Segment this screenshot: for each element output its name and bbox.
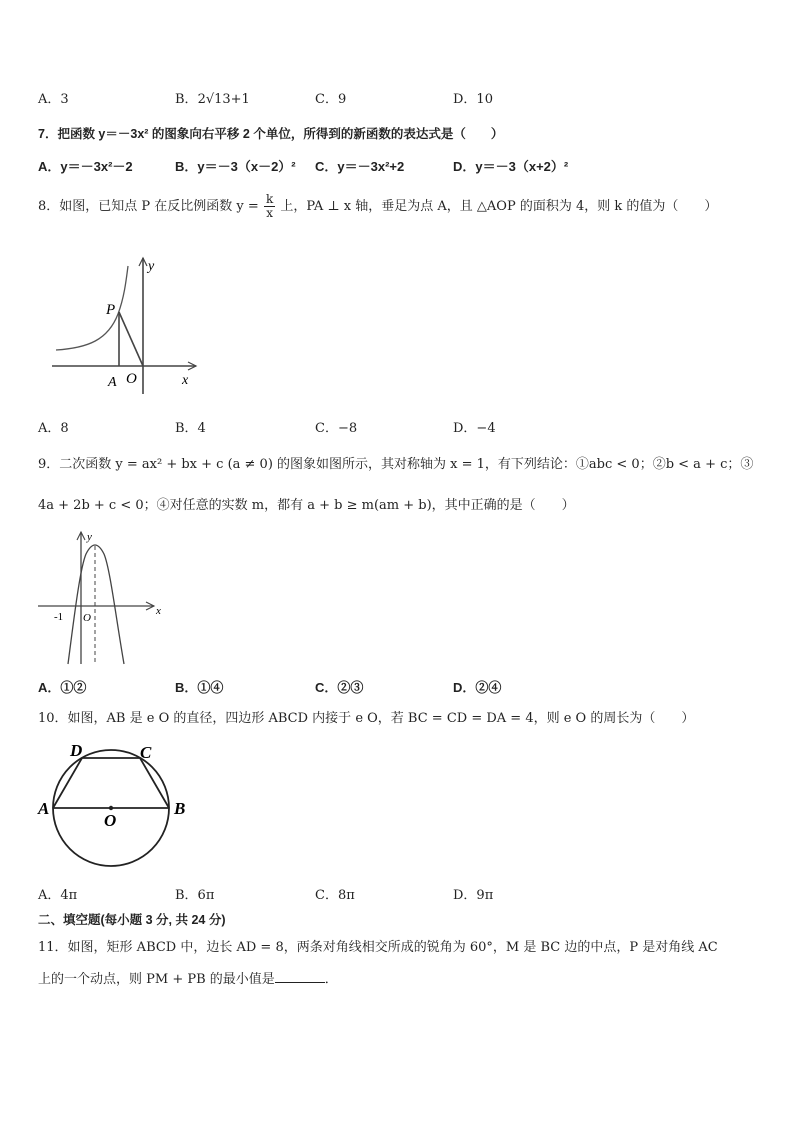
q8-fig-a: A [108, 375, 117, 390]
q10-option-a: A．4π [38, 888, 78, 903]
q10-stem: 10．如图，AB 是 e O 的直径，四边形 ABCD 内接于 e O，若 BC = CD = DA = 4，则 e O 的周长为（ ） [38, 711, 695, 726]
q8-stem-pre: 8．如图，已知点 P 在反比例函数 y = [38, 199, 259, 214]
q9-option-a: A．①② [38, 680, 87, 695]
q10-option-b: B．6π [175, 888, 215, 903]
q7-option-b: B．y＝－3（x－2）² [175, 159, 296, 174]
q7-option-a: A．y＝－3x²－2 [38, 159, 133, 174]
q10-option-d: D．9π [453, 888, 494, 903]
answer-blank [275, 982, 325, 983]
q6-option-d: D．10 [453, 92, 493, 107]
q9-fig-y: y [87, 531, 92, 543]
q10-fig-c: C [140, 743, 152, 762]
q6-option-b-label: B． [175, 92, 198, 107]
q8-fig-p: P [106, 302, 116, 318]
q7-option-d: D．y＝－3（x+2）² [453, 159, 569, 174]
q6-option-b-value: 2√13+1 [197, 92, 250, 107]
q8-stem-post: 上，PA ⊥ x 轴，垂足为点 A，且 △AOP 的面积为 4，则 k 的值为（ ） [280, 199, 718, 214]
q11-stem-line2-text: 上的一个动点，则 PM + PB 的最小值是 [38, 972, 275, 987]
q9-fig-neg1: -1 [54, 611, 64, 623]
q6-option-b [175, 88, 250, 107]
q8-option-d: D．−4 [453, 421, 496, 436]
q8-stem [38, 193, 717, 220]
q10-fig-o: O [104, 811, 117, 830]
q10-figure [36, 738, 196, 898]
q8-frac-num: k [265, 192, 274, 206]
q8-option-b: B．4 [175, 421, 206, 436]
q8-option-a: A．8 [38, 421, 69, 436]
q9-fig-x: x [156, 605, 161, 617]
q9-option-d: D．②④ [453, 680, 502, 695]
q9-stem-line1: 9．二次函数 y = ax² + bx + c (a ≠ 0) 的图象如图所示，其对称轴为 x = 1，有下列结论：①abc < 0；②b < a + c；③ [38, 457, 754, 472]
q6-option-a: A．3 [38, 92, 69, 107]
q8-option-c: C．−8 [315, 421, 358, 436]
q6-option-c: C．9 [315, 92, 347, 107]
q8-fraction [264, 193, 275, 220]
q9-figure [36, 528, 166, 666]
q9-option-b: B．①④ [175, 680, 224, 695]
q8-fig-o: O [126, 371, 137, 387]
q9-option-c: C．②③ [315, 680, 364, 695]
q11-stem-line1: 11．如图，矩形 ABCD 中，边长 AD = 8，两条对角线相交所成的锐角为 60°，M 是 BC 边的中点，P 是对角线 AC [38, 940, 718, 955]
q11-stem-line2 [38, 968, 338, 987]
q10-option-c: C．8π [315, 888, 355, 903]
q8-fig-y: y [148, 259, 155, 274]
q8-frac-den: x [266, 206, 273, 220]
q9-stem-line2: 4a + 2b + c < 0；④对任意的实数 m，都有 a + b ≥ m(am + b)，其中正确的是（ ） [38, 498, 575, 513]
section-heading: 二、填空题(每小题 3 分, 共 24 分) [38, 913, 226, 927]
q7-option-c: C．y＝－3x²+2 [315, 159, 405, 174]
q9-fig-o: O [83, 612, 91, 624]
q10-fig-d: D [70, 741, 83, 760]
q8-fig-x: x [182, 373, 189, 388]
q10-fig-a: A [38, 799, 50, 818]
q10-fig-b: B [174, 799, 186, 818]
q11-stem-line2-end: ． [324, 972, 338, 987]
q7-stem: 7．把函数 y＝－3x² 的图象向右平移 2 个单位，所得到的新函数的表达式是（ ） [38, 127, 504, 141]
q8-figure [48, 252, 208, 402]
